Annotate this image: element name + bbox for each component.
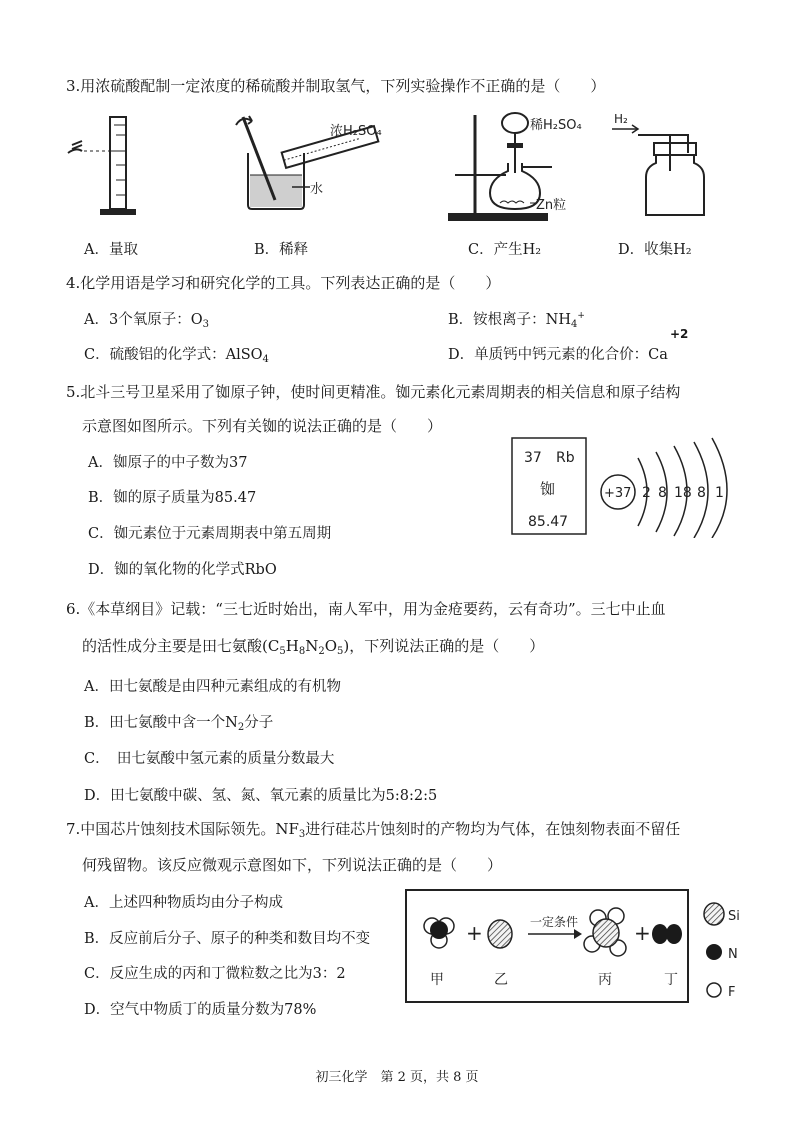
rb-atomic-number: 37 — [524, 450, 542, 466]
rb-element-figure — [506, 428, 746, 538]
q6-option-c: C． 田七氨酸中氢元素的质量分数最大 — [84, 751, 335, 767]
rb-nucleus: +37 — [604, 486, 632, 501]
label-ding: 丁 — [664, 972, 678, 988]
q3-option-c: C．产生H₂ — [468, 242, 542, 258]
conc-acid-label: 浓H₂SO₄ — [330, 124, 382, 139]
water-label: 水 — [310, 182, 324, 197]
q5-option-c: C．铷元素位于元素周期表中第五周期 — [88, 526, 332, 542]
rb-symbol: Rb — [556, 450, 575, 466]
q3-option-d: D．收集H₂ — [618, 242, 692, 258]
q7-option-d: D．空气中物质丁的质量分数为78% — [84, 1002, 317, 1018]
q5-stem-line2: 示意图如图所示。下列有关铷的说法正确的是（ ） — [82, 417, 443, 435]
plus-sign-1: + — [466, 921, 483, 945]
q3-option-a: A．量取 — [84, 242, 138, 258]
product-sif4-molecule — [584, 908, 626, 956]
label-yi: 乙 — [494, 972, 508, 988]
gas-collection-figure — [612, 112, 704, 215]
q7-option-c: C．反应生成的丙和丁微粒数之比为3：2 — [84, 966, 346, 982]
zinc-label: Zn粒 — [536, 198, 567, 213]
atom-legend — [704, 903, 740, 1000]
q3-figure — [60, 105, 720, 230]
rb-name: 铷 — [540, 480, 556, 498]
legend-f: F — [728, 985, 736, 1000]
reaction-diagram — [402, 882, 752, 1012]
rb-shell-4: 8 — [697, 485, 706, 501]
q5-option-a: A．铷原子的中子数为37 — [88, 455, 248, 471]
q4-option-c: C．硫酸铝的化学式：AlSO$_4$ — [84, 347, 269, 365]
q3-option-b: B．稀释 — [254, 242, 309, 258]
q6-stem-line1: 6.《本草纲目》记载：“三七近时始出，南人军中，用为金疮要药，云有奇功”。三七中止血 — [66, 600, 666, 618]
plus-sign-2: + — [634, 921, 651, 945]
q4-valence-mark: +2 — [670, 327, 689, 341]
graduated-cylinder-figure — [68, 117, 136, 215]
q7-stem-line2: 何残留物。该反应微观示意图如下，下列说法正确的是（ ） — [82, 856, 503, 874]
legend-n: N — [728, 947, 738, 962]
reaction-condition: 一定条件 — [530, 915, 579, 929]
q4-option-d: D．单质钙中钙元素的化合价：Ca — [448, 347, 668, 363]
q5-option-b: B．铷的原子质量为85.47 — [88, 490, 257, 506]
q3-stem: 3.用浓硫酸配制一定浓度的稀硫酸并制取氢气，下列实验操作不正确的是（ ） — [66, 77, 606, 95]
q4-stem: 4.化学用语是学习和研究化学的工具。下列表达正确的是（ ） — [66, 274, 501, 292]
q6-option-b: B．田七氨酸中含一个$N_2$分子 — [84, 715, 274, 733]
q6-option-a: A．田七氨酸是由四种元素组成的有机物 — [84, 679, 341, 695]
q5-stem-line1: 5.北斗三号卫星采用了铷原子钟，使时间更精准。铷元素化元素周期表的相关信息和原子结构 — [66, 383, 681, 401]
legend-si: Si — [728, 909, 740, 924]
rb-shell-1: 2 — [642, 485, 651, 501]
page-footer: 初三化学 第 2 页，共 8 页 — [315, 1070, 479, 1085]
product-n2-molecule — [652, 924, 682, 944]
q6-option-d: D．田七氨酸中碳、氢、氮、氧元素的质量比为5:8:2:5 — [84, 788, 438, 804]
reactant-si-atom — [488, 920, 512, 948]
rb-shell-5: 1 — [715, 485, 724, 501]
q7-option-a: A．上述四种物质均由分子构成 — [84, 895, 283, 911]
label-bing: 丙 — [598, 972, 612, 988]
dilute-acid-label: 稀H₂SO₄ — [530, 118, 582, 133]
reactant-nf3-molecule — [424, 918, 454, 948]
rb-shell-3: 18 — [674, 485, 692, 501]
q4-option-b: B．铵根离子：$NH_4^+$ — [448, 311, 585, 330]
h2-label: H₂ — [614, 112, 628, 126]
gas-generation-figure — [448, 113, 582, 221]
dilution-figure — [236, 116, 382, 209]
q7-stem-line1: 7.中国芯片蚀刻技术国际领先。$NF_3$进行硅芯片蚀刻时的产物均为气体，在蚀刻物表面不留任 — [66, 820, 681, 840]
q4-option-a: A．3个氧原子：$O_3$ — [84, 312, 209, 330]
q5-option-d: D．铷的氧化物的化学式RbO — [88, 562, 277, 578]
rb-atomic-mass: 85.47 — [528, 514, 569, 530]
rb-shell-2: 8 — [658, 485, 667, 501]
q7-option-b: B．反应前后分子、原子的种类和数目均不变 — [84, 931, 371, 947]
label-jia: 甲 — [430, 972, 444, 988]
q6-stem-line2: 的活性成分主要是田七氨酸$(C_5H_8N_2O_5)$，下列说法正确的是（ ） — [82, 637, 545, 657]
